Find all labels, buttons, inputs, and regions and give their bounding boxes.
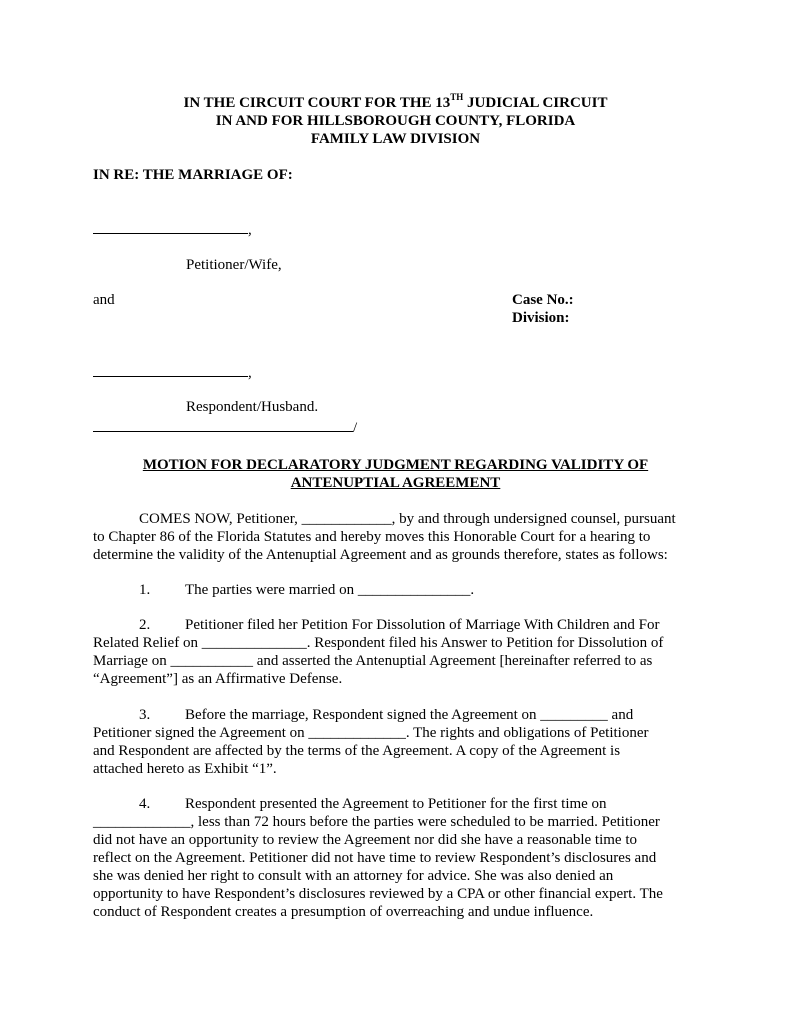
petitioner-label: Petitioner/Wife,: [186, 257, 282, 273]
paragraph-text: The parties were married on _______________.: [185, 582, 475, 598]
caption-closing-rule: [93, 417, 353, 432]
caption-closing-slash: /: [353, 420, 358, 436]
paragraph-first-line: [93, 581, 703, 599]
intro-line: to Chapter 86 of the Florida Statutes and hereby moves this Honorable Court for a hearing to: [93, 529, 651, 545]
court-header-text: IN THE CIRCUIT COURT FOR THE 13: [183, 95, 451, 111]
paragraph-number: 4.: [139, 796, 151, 812]
paragraph-text: Petitioner filed her Petition For Dissolution of Marriage With Children and For: [185, 617, 660, 633]
numbered-paragraph-2: [93, 616, 703, 688]
numbered-paragraph-4: [93, 795, 703, 921]
respondent-name-blank: [93, 362, 248, 377]
paragraph-first-line: [93, 616, 703, 634]
paragraph-line: “Agreement”] as an Affirmative Defense.: [93, 671, 343, 687]
caption-closing-line: [93, 417, 357, 437]
court-header-line-2: IN AND FOR HILLSBOROUGH COUNTY, FLORIDA: [215, 113, 576, 129]
paragraph-first-line: [93, 795, 703, 813]
paragraph-line: _____________, less than 72 hours before the parties were scheduled to be married. Petitioner: [93, 814, 660, 830]
paragraph-line: attached hereto as Exhibit “1”.: [93, 761, 277, 777]
paragraph-line: conduct of Respondent creates a presumption of overreaching and undue influence.: [93, 904, 594, 920]
paragraph-line: Petitioner signed the Agreement on _____________. The rights and obligations of Petitioner: [93, 725, 649, 741]
court-header-line-3: FAMILY LAW DIVISION: [310, 131, 481, 147]
motion-title-line-2: ANTENUPTIAL AGREEMENT: [290, 475, 501, 491]
paragraph-line: she was denied her right to consult with an attorney for advice. She was also denied an: [93, 868, 614, 884]
paragraph-line: Marriage on ___________ and asserted the Antenuptial Agreement [hereinafter referred to as: [93, 653, 653, 669]
petitioner-comma: ,: [248, 222, 252, 238]
intro-line: determine the validity of the Antenuptial Agreement and as grounds therefore, states as follows:: [93, 547, 668, 563]
respondent-label: Respondent/Husband.: [186, 399, 319, 415]
respondent-comma: ,: [248, 365, 252, 381]
paragraph-line: Related Relief on ______________. Respondent filed his Answer to Petition for Dissolution of: [93, 635, 664, 651]
numbered-paragraph-3: [93, 706, 703, 778]
numbered-paragraph-1: [93, 581, 703, 599]
paragraph-number: 3.: [139, 707, 151, 723]
in-re-heading: IN RE: THE MARRIAGE OF:: [93, 167, 293, 183]
court-header-line-1: [0, 94, 791, 112]
ordinal-superscript: TH: [450, 92, 464, 102]
petitioner-name-blank: [93, 219, 248, 234]
paragraph-text: Before the marriage, Respondent signed the Agreement on _________ and: [185, 707, 634, 723]
petitioner-name-line: [93, 219, 252, 239]
paragraph-text: Respondent presented the Agreement to Petitioner for the first time on: [185, 796, 607, 812]
intro-line: COMES NOW, Petitioner, ____________, by and through undersigned counsel, pursuant: [139, 511, 676, 527]
case-number-label: Case No.:: [512, 292, 574, 308]
paragraph-number: 2.: [139, 617, 151, 633]
respondent-name-line: [93, 362, 252, 382]
paragraph-line: and Respondent are affected by the terms of the Agreement. A copy of the Agreement is: [93, 743, 621, 759]
paragraph-number: 1.: [139, 582, 151, 598]
paragraph-line: did not have an opportunity to review the Agreement nor did she have a reasonable time to: [93, 832, 638, 848]
and-text: and: [93, 292, 115, 308]
court-header-text-end: JUDICIAL CIRCUIT: [463, 95, 608, 111]
intro-paragraph: [93, 510, 703, 564]
motion-title-line-1: MOTION FOR DECLARATORY JUDGMENT REGARDING VALIDITY OF: [142, 457, 649, 473]
paragraph-line: opportunity to have Respondent’s disclosures reviewed by a CPA or other financial expert. The: [93, 886, 663, 902]
paragraph-line: reflect on the Agreement. Petitioner did not have time to review Respondent’s disclosures and: [93, 850, 657, 866]
paragraph-first-line: [93, 706, 703, 724]
division-label: Division:: [512, 310, 570, 326]
